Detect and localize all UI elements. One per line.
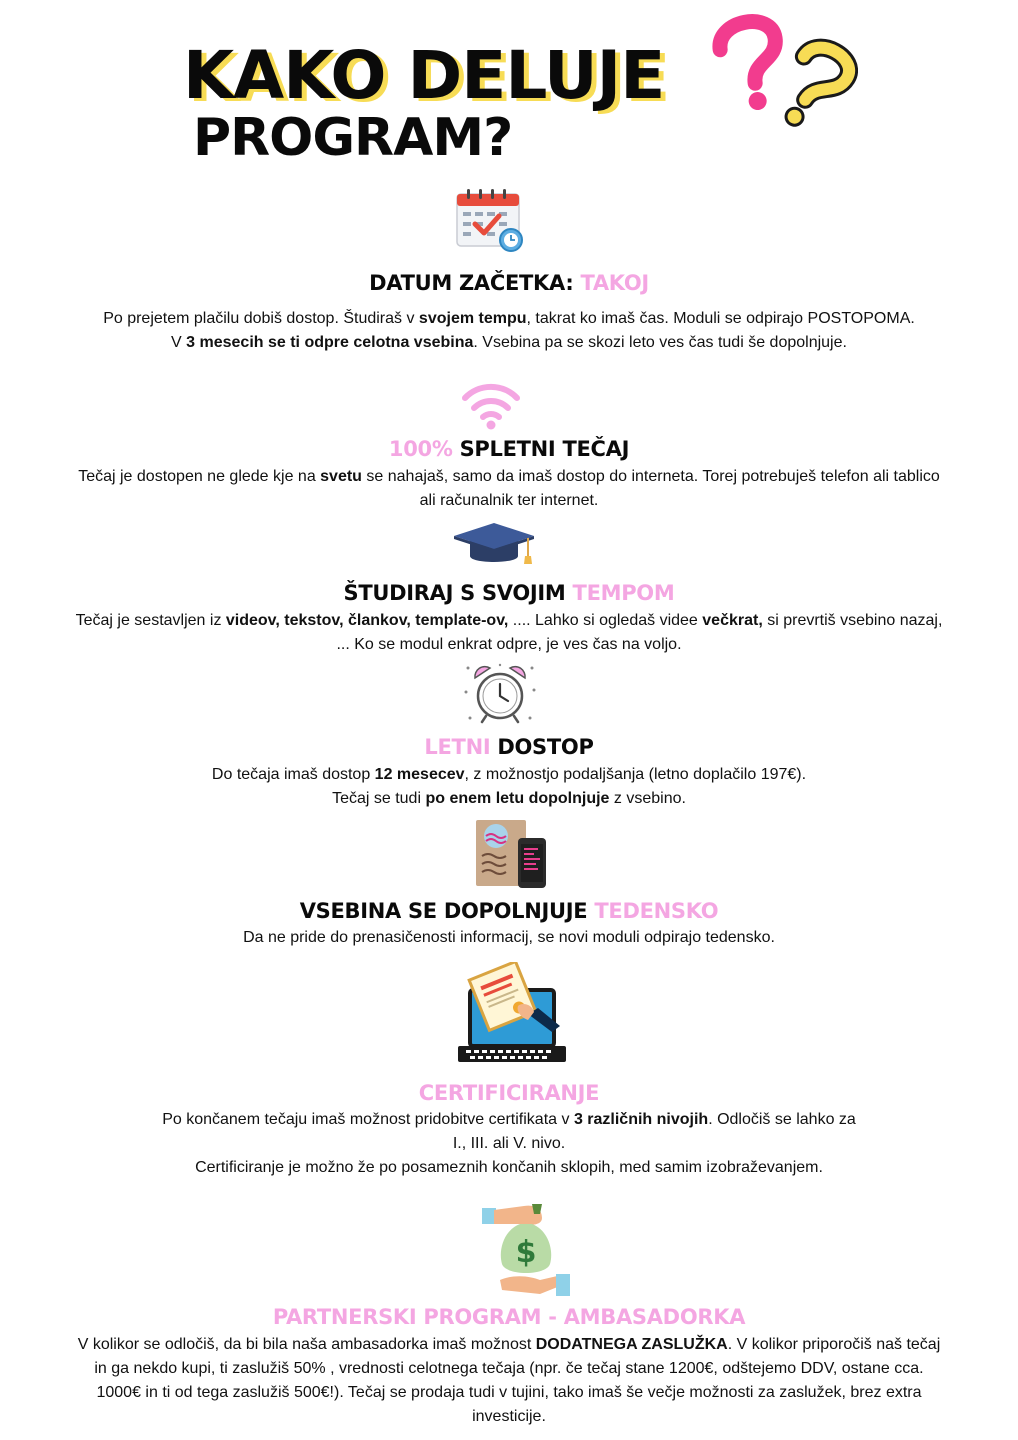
heading-online-course: 100% SPLETNI TEČAJ (388, 437, 630, 461)
heading-yearly-access: LETNI DOSTOP (424, 735, 594, 759)
heading-certification: CERTIFICIRANJE (418, 1081, 600, 1105)
page-subtitle: PROGRAM? (193, 108, 513, 168)
heading-start-date: DATUM ZAČETKA: TAKOJ (369, 271, 649, 295)
text-weekly-updates: Da ne pride do prenasičenosti informacij, se novi moduli odpirajo tedensko. (243, 929, 775, 946)
svg-text:$: $ (515, 1235, 537, 1270)
alarm-clock-icon (462, 662, 538, 726)
text-partner-program: V kolikor se odločiš, da bi bila naša ambasadorka imaš možnost DODATNEGA ZASLUŽKA. V kolikor priporočiš naš tečaj in ga nekdo kupi, ti zaslužiš 50% , vrednosti celotnega tečaja (npr. če tečaj stane 1200€, odštejemo DDV, ostane cca. 1000€ in ti od tega zaslužiš 500€!). Tečaj se prodaja tudi v tujini, tako imaš še večje možnosti za zaslužek, brez extra investicije. (77, 1336, 941, 1425)
heading-own-pace: ŠTUDIRAJ S SVOJIM TEMPOM (343, 581, 675, 605)
calendar-icon (455, 188, 527, 254)
text-online-course: Tečaj je dostopen ne glede kje na svetu se nahajaš, samo da imaš dostop do interneta. Torej potrebuješ telefon ali tablico ali računalnik ter internet. (78, 468, 940, 509)
wifi-icon (460, 380, 522, 430)
document-phone-icon (474, 818, 548, 890)
question-marks-icon (708, 6, 858, 141)
text-own-pace: Tečaj je sestavljen iz videov, tekstov, člankov, template-ov, .... Lahko si ogledaš videe večkrat, si prevrtiš vsebino nazaj, ... Ko se modul enkrat odpre, je ves čas na voljo. (75, 612, 943, 653)
text-start-date: Po prejetem plačilu dobiš dostop. Študiraš v svojem tempu, takrat ko imaš čas. Moduli se odpirajo POSTOPOMA. V 3 mesecih se ti odpre celotna vsebina. Vsebina pa se skozi leto ves čas tudi še dopolnjuje. (103, 310, 915, 351)
money-bag-icon (480, 1190, 574, 1300)
heading-partner-program: PARTNERSKI PROGRAM - AMBASADORKA (272, 1305, 746, 1329)
laptop-certificate-icon (456, 962, 568, 1066)
page-title: KAKO DELUJE (183, 37, 665, 114)
text-certification: Po končanem tečaju imaš možnost pridobitve certifikata v 3 različnih nivojih. Odločiš se lahko za I., III. ali V. nivo. Certificiranje je možno že po posameznih končanih sklopih, med samim izobraževanjem. (162, 1111, 856, 1176)
heading-weekly-updates: VSEBINA SE DOPOLNJUJE TEDENSKO (299, 899, 719, 923)
graduation-cap-icon (452, 520, 538, 568)
text-yearly-access: Do tečaja imaš dostop 12 mesecev, z možnostjo podaljšanja (letno doplačilo 197€). Tečaj se tudi po enem letu dopolnjuje z vsebino. (211, 766, 807, 807)
